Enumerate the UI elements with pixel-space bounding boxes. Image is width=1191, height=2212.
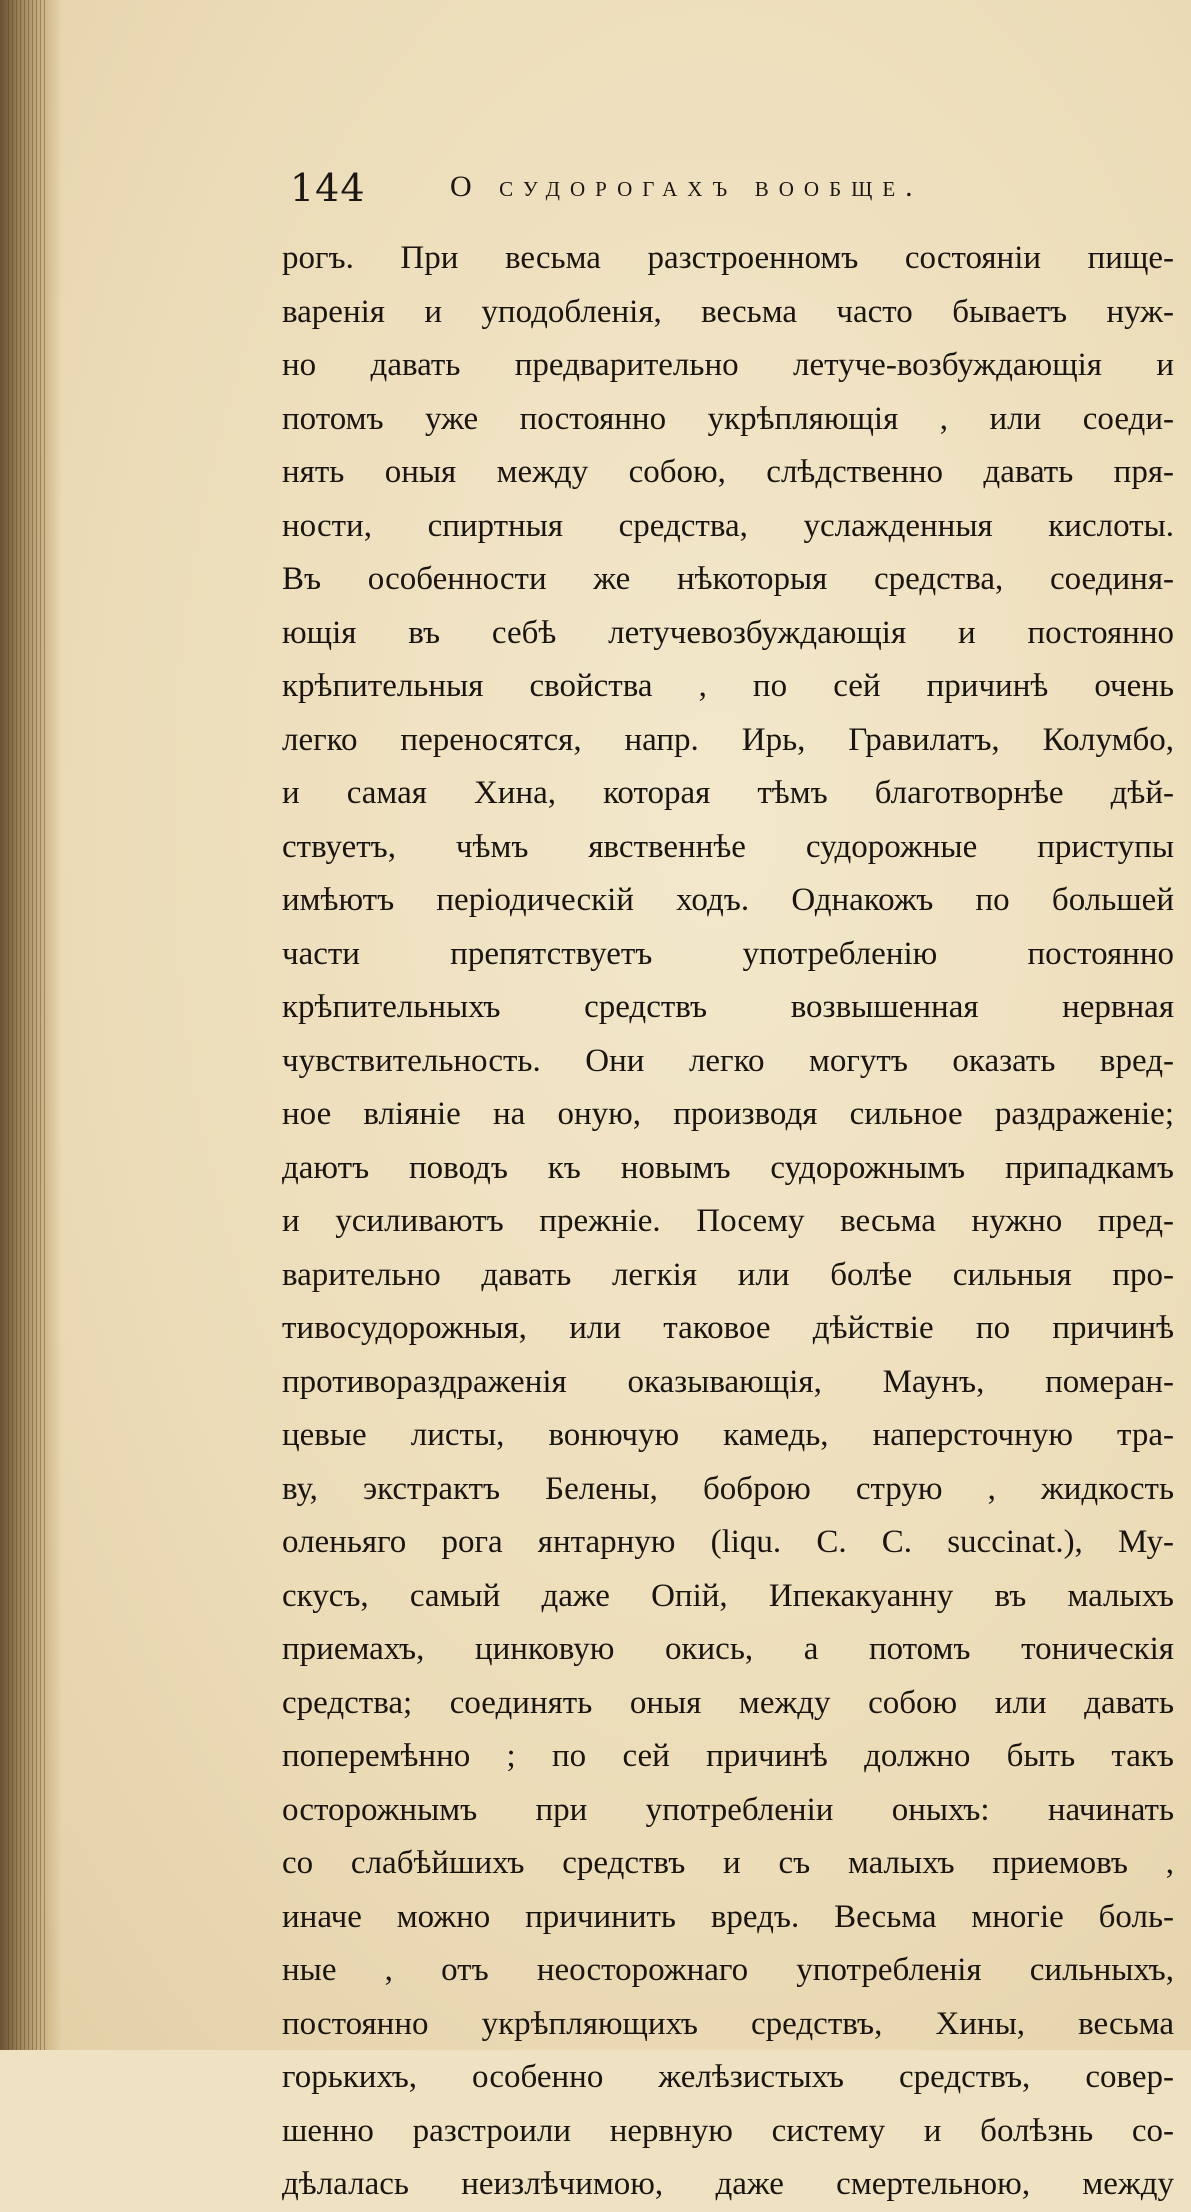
text-line: ное вліяніе на оную, производя сильное раздраженіе; bbox=[282, 1096, 1174, 1132]
text-line: чувствительность. Они легко могутъ оказать вред- bbox=[282, 1042, 1174, 1079]
text-line: крѣпительныхъ средствъ возвышенная нервная bbox=[282, 989, 1174, 1025]
text-line: ющія въ себѣ летучевозбуждающія и постоянно bbox=[282, 614, 1174, 651]
text-line: поперемѣнно ; по сей причинѣ должно быть такъ bbox=[282, 1738, 1174, 1774]
text-line: дѣлалась неизлѣчимою, даже смертельною, между bbox=[282, 2166, 1174, 2202]
text-line: даютъ поводъ къ новымъ судорожнымъ припадкамъ bbox=[282, 1149, 1174, 1186]
text-line: части препятствуетъ употребленію постоянно bbox=[282, 935, 1174, 972]
text-line: и самая Хина, которая тѣмъ благотворнѣе дѣй- bbox=[282, 775, 1174, 811]
text-line: шенно разстроили нервную систему и болѣзнь со- bbox=[282, 2112, 1174, 2149]
text-line: горькихъ, особенно желѣзистыхъ средствъ, совер- bbox=[282, 2059, 1174, 2095]
text-line: со слабѣйшихъ средствъ и съ малыхъ приемовъ , bbox=[282, 1845, 1174, 1881]
page-header bbox=[290, 166, 1150, 226]
text-line: оленьяго рога янтарную (liqu. C. C. succinat.), Му- bbox=[282, 1524, 1174, 1560]
text-line: варительно давать легкія или болѣе сильныя про- bbox=[282, 1256, 1174, 1293]
text-line: осторожнымъ при употребленіи оныхъ: начинать bbox=[282, 1791, 1174, 1828]
text-line: скусъ, самый даже Опій, Ипекакуанну въ малыхъ bbox=[282, 1577, 1174, 1614]
text-line: и усиливаютъ прежніе. Посему весьма нужно пред- bbox=[282, 1203, 1174, 1239]
text-line: рогъ. При весьма разстроенномъ состояніи пище- bbox=[282, 240, 1174, 276]
page-number: 144 bbox=[290, 166, 366, 210]
text-line: ности, спиртныя средства, услажденныя кислоты. bbox=[282, 507, 1174, 544]
text-line: варенія и уподобленія, весьма часто бываетъ нуж- bbox=[282, 293, 1174, 330]
text-line: иначе можно причинить вредъ. Весьма многіе боль- bbox=[282, 1898, 1174, 1935]
body-text bbox=[282, 232, 1174, 2212]
text-line: крѣпительныя свойства , по сей причинѣ очень bbox=[282, 668, 1174, 704]
text-line: легко переносятся, напр. Ирь, Гравилатъ, Колумбо, bbox=[282, 721, 1174, 758]
text-line: ву, экстрактъ Белены, боброю струю , жидкость bbox=[282, 1470, 1174, 1507]
page-edge-lines bbox=[8, 0, 48, 2050]
text-line: имѣютъ періодическій ходъ. Однакожъ по большей bbox=[282, 882, 1174, 918]
running-title: О судорогахъ вообще. bbox=[450, 170, 923, 203]
text-line: потомъ уже постоянно укрѣпляющія , или соеди- bbox=[282, 400, 1174, 437]
text-line: нять оныя между собою, слѣдственно давать пря- bbox=[282, 454, 1174, 490]
text-line: но давать предварительно летуче-возбуждающія и bbox=[282, 347, 1174, 383]
text-line: цевые листы, вонючую камедь, наперсточную тра- bbox=[282, 1417, 1174, 1453]
text-line: средства; соединять оныя между собою или давать bbox=[282, 1684, 1174, 1721]
text-line: ствуетъ, чѣмъ явственнѣе судорожные приступы bbox=[282, 828, 1174, 865]
text-line: постоянно укрѣпляющихъ средствъ, Хины, весьма bbox=[282, 2005, 1174, 2042]
text-line: Въ особенности же нѣкоторыя средства, соединя- bbox=[282, 561, 1174, 597]
text-line: противораздраженія оказывающія, Маунъ, померан- bbox=[282, 1363, 1174, 1400]
text-line: приемахъ, цинковую окись, а потомъ тоническія bbox=[282, 1631, 1174, 1667]
text-line: тивосудорожныя, или таковое дѣйствіе по причинѣ bbox=[282, 1310, 1174, 1346]
text-line: ные , отъ неосторожнаго употребленія сильныхъ, bbox=[282, 1952, 1174, 1988]
